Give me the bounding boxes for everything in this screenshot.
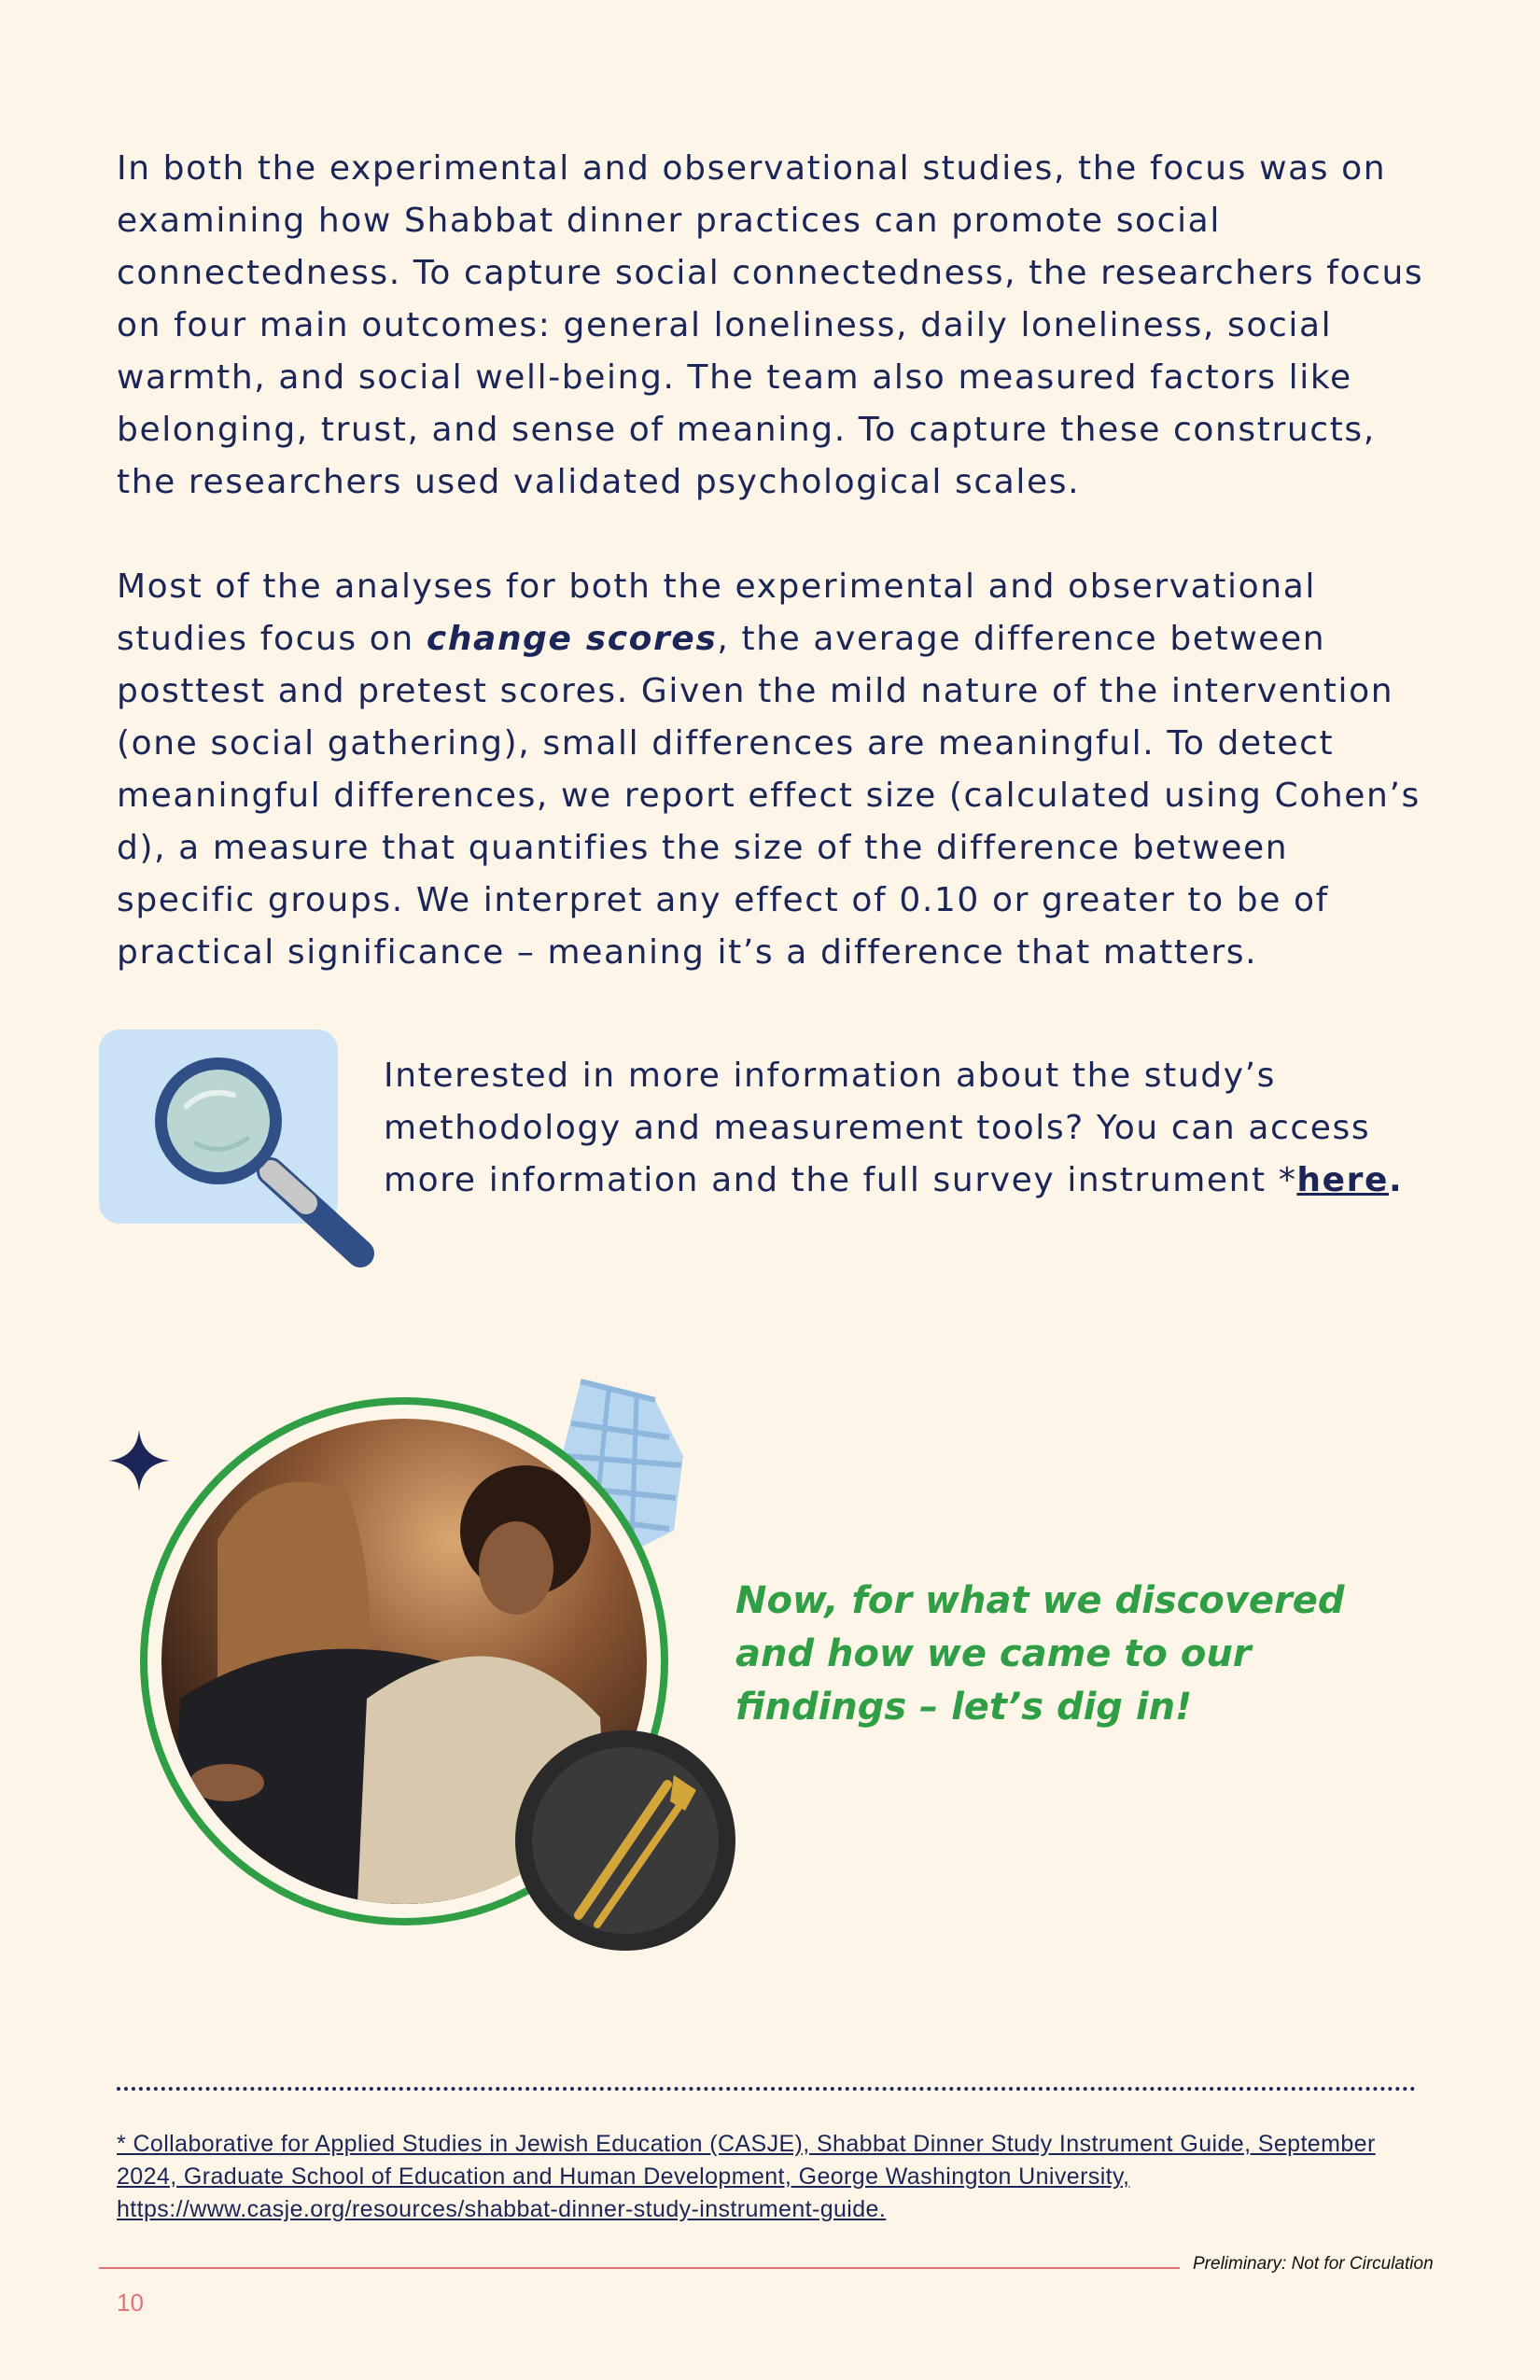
footnote-divider [117, 2087, 1416, 2091]
link-period: . [1389, 1161, 1404, 1199]
page-number: 10 [117, 2289, 144, 2317]
info-callout-text [384, 1050, 1438, 1207]
sparkle-icon [106, 1428, 172, 1493]
footnote[interactable]: * Collaborative for Applied Studies in Jewish Education (CASJE), Shabbat Dinner Study Instrument Guide, September 2024, Graduate School of Education and Human Development, George Washington University, https://www.casje.org/resources/shabbat-dinner-study-instrument-guide. [117, 2131, 1376, 2222]
change-scores-emphasis: change scores [426, 620, 718, 658]
here-link[interactable]: here [1296, 1161, 1390, 1199]
body-paragraph-1: In both the experimental and observational studies, the focus was on examining how Shabbat dinner practices can promote social connectedness. To capture social connectedness, the researchers focus on four main outcomes: general loneliness, daily loneliness, social warmth, and social well-being. The team also measured factors like belonging, trust, and sense of meaning. To capture these constructs, the researchers used validated psychological scales. [117, 149, 1424, 501]
discovery-callout: Now, for what we discovered and how we came to our findings – let’s dig in! [735, 1579, 1345, 1729]
paragraph-2-intro: Most of the analyses for both the experimental and observational studies focus on [117, 567, 1316, 658]
paragraph-2-rest: , the average difference between posttest and pretest scores. Given the mild nature of the intervention (one social gathering), small differences are meaningful. To detect meaningful differences, we report effect size (calculated using Cohen’s d), a measure that quantifies the size of the difference between specific groups. We interpret any effect of 0.10 or greater to be of practical significance – meaning it’s a difference that matters. [117, 620, 1421, 972]
plate-and-cutlery-icon [513, 1729, 737, 1953]
body-paragraph-2 [117, 561, 1433, 979]
circulation-notice: Preliminary: Not for Circulation [1193, 2254, 1434, 2274]
magnifying-glass-icon [131, 1050, 383, 1269]
info-text: Interested in more information about the study’s methodology and measurement tools? You can access more information and the full survey instrument * [384, 1057, 1371, 1199]
footer-divider [99, 2267, 1180, 2269]
